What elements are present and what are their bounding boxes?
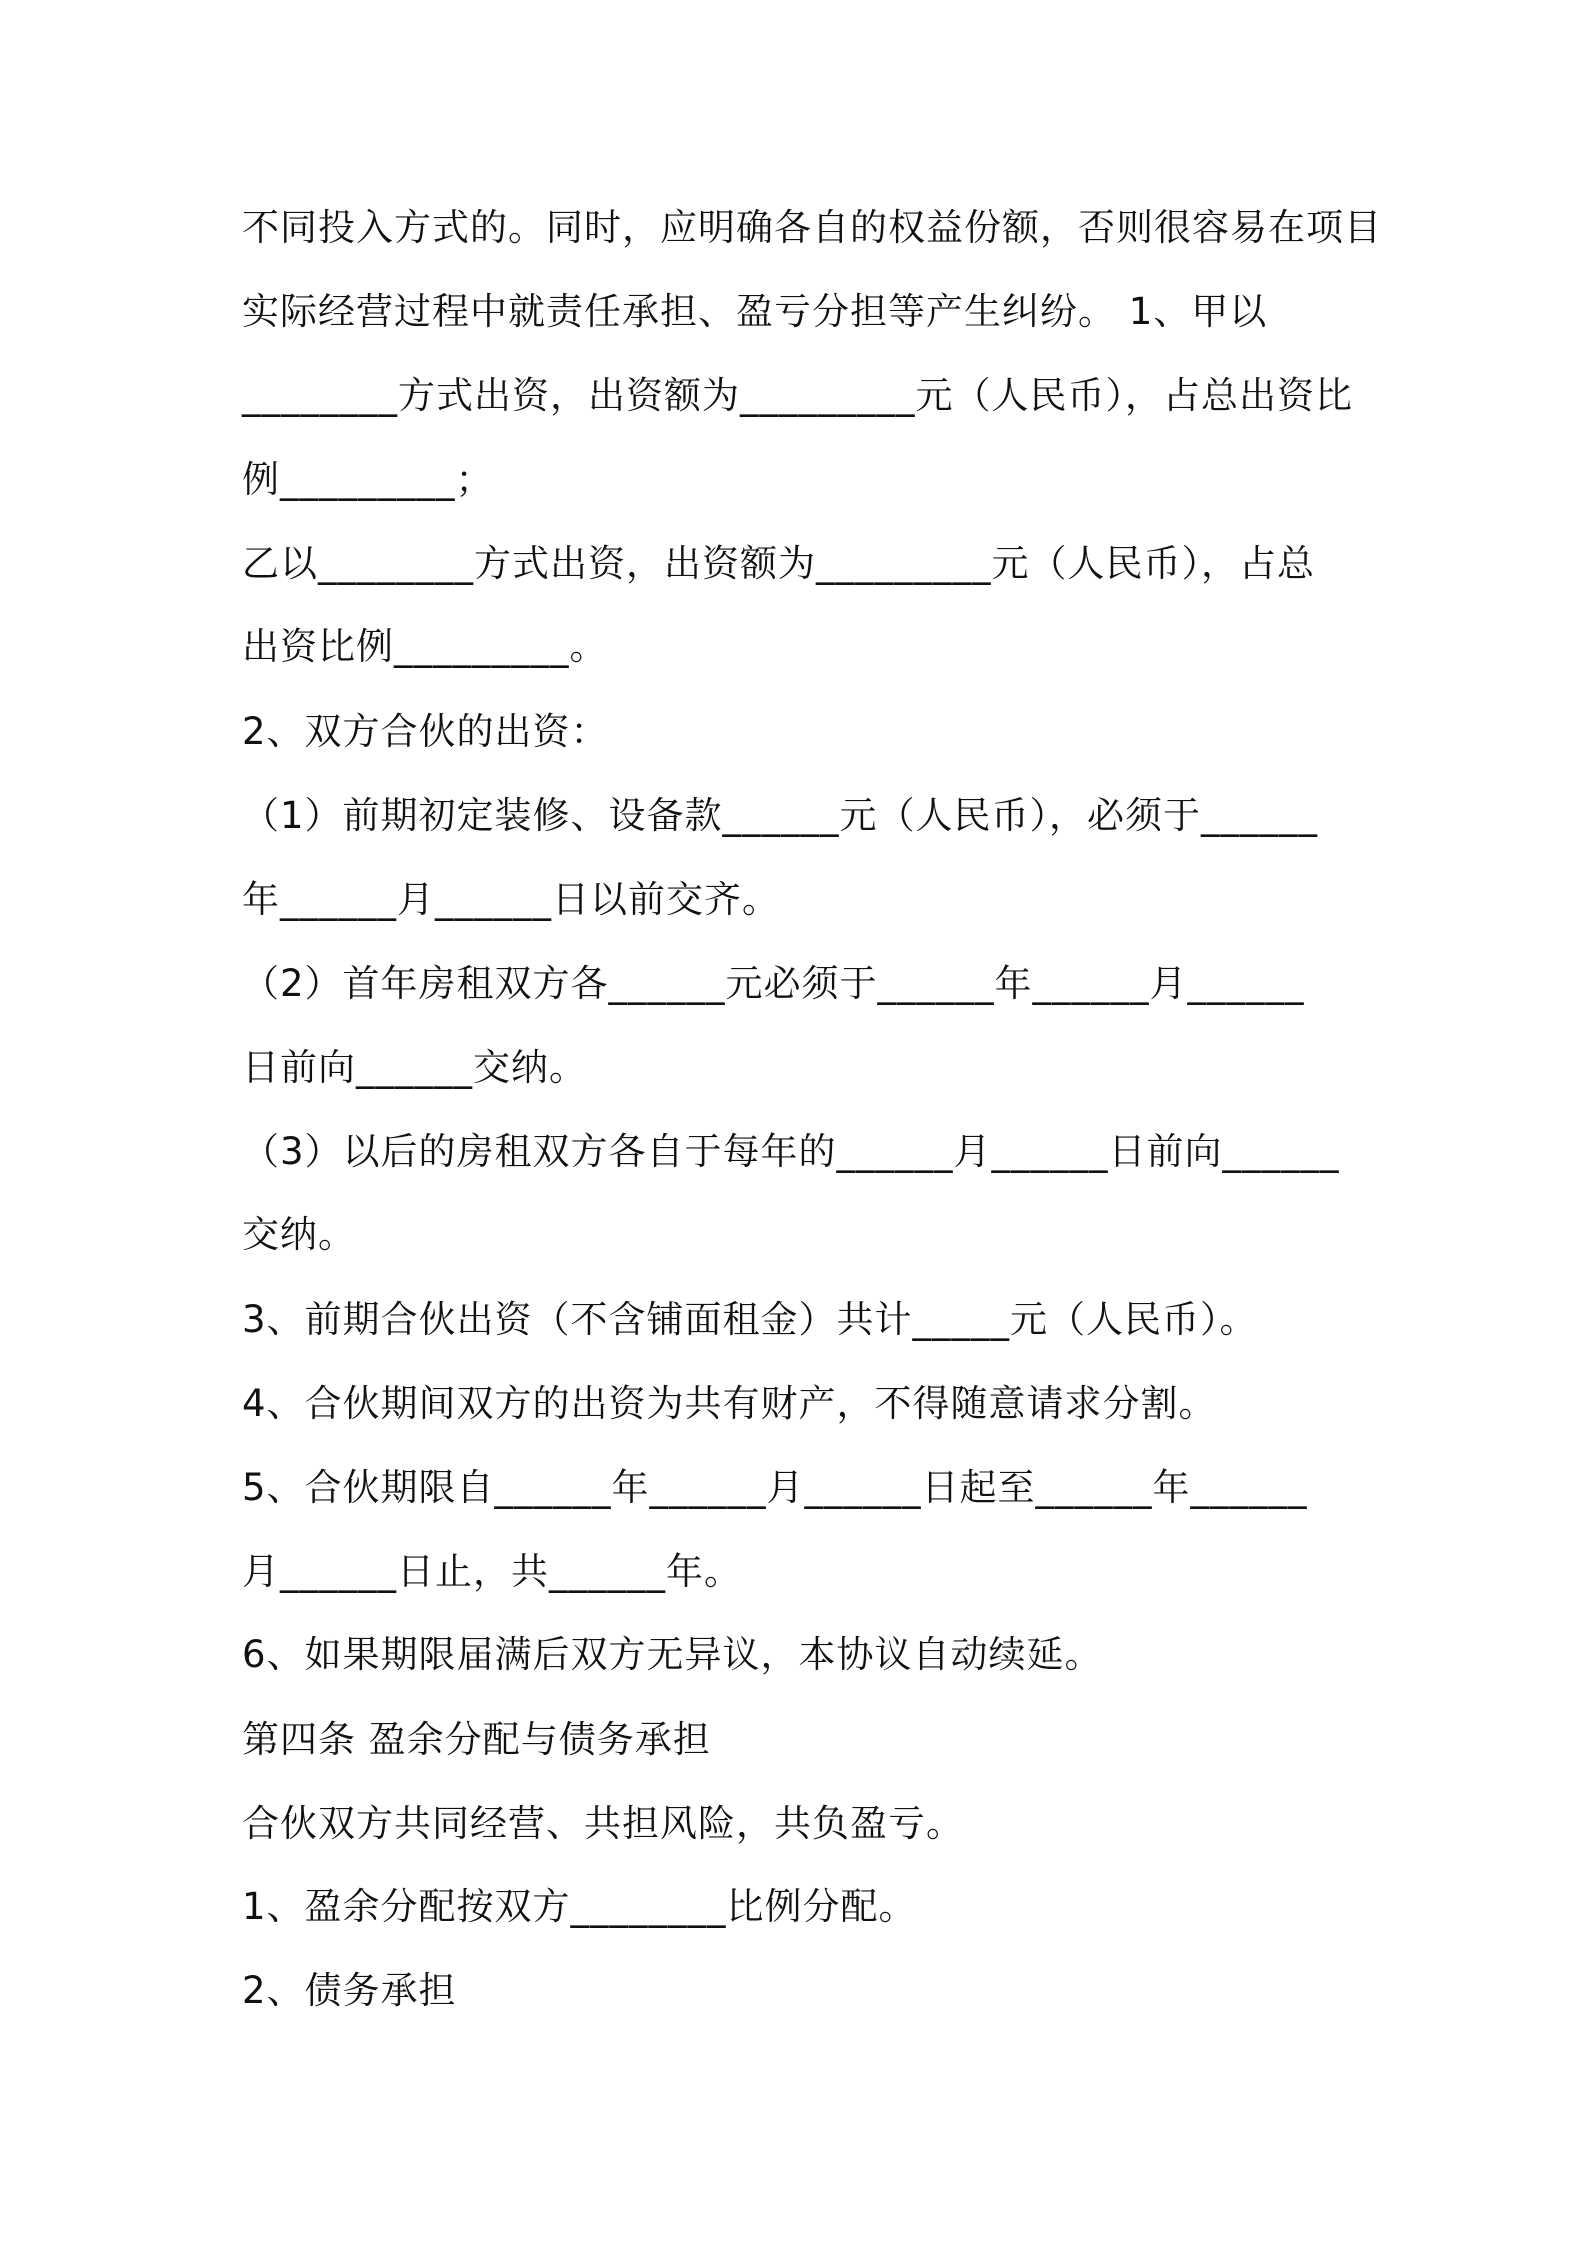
- document-line: 1、盈余分配按双方________比例分配。: [242, 1885, 917, 1928]
- document-line: 交纳。: [242, 1213, 356, 1256]
- document-line: 2、债务承担: [242, 1969, 457, 2012]
- document-line: 4、合伙期间双方的出资为共有财产，不得随意请求分割。: [242, 1382, 1217, 1425]
- document-line: 5、合伙期限自______年______月______日起至______年______: [242, 1466, 1308, 1509]
- document-line: 年______月______日以前交齐。: [242, 878, 780, 921]
- document-line: 月______日止，共______年。: [242, 1550, 742, 1593]
- document-line: 日前向______交纳。: [242, 1046, 587, 1089]
- document-line: 不同投入方式的。同时，应明确各自的权益份额，否则很容易在项目: [242, 206, 1382, 249]
- document-line: ________方式出资，出资额为_________元（人民币），占总出资比: [242, 374, 1353, 417]
- document-line: 乙以________方式出资，出资额为_________元（人民币），占总: [242, 542, 1315, 585]
- document-line: 出资比例_________。: [242, 625, 608, 668]
- document-line: （2）首年房租双方各______元必须于______年______月______: [242, 962, 1305, 1005]
- document-line: 6、如果期限届满后双方无异议，本协议自动续延。: [242, 1633, 1103, 1676]
- document-line: 第四条 盈余分配与债务承担: [242, 1718, 711, 1761]
- document-line: （3）以后的房租双方各自于每年的______月______日前向______: [242, 1130, 1340, 1173]
- document-line: 例_________；: [242, 458, 494, 501]
- document-line: 2、双方合伙的出资：: [242, 710, 609, 753]
- document-line: 3、前期合伙出资（不含铺面租金）共计_____元（人民币）。: [242, 1298, 1258, 1341]
- document-line: 实际经营过程中就责任承担、盈亏分担等产生纠纷。 1、甲以: [242, 290, 1268, 333]
- document-line: 合伙双方共同经营、共担风险，共负盈亏。: [242, 1802, 964, 1845]
- document-line: （1）前期初定装修、设备款______元（人民币），必须于______: [242, 794, 1319, 837]
